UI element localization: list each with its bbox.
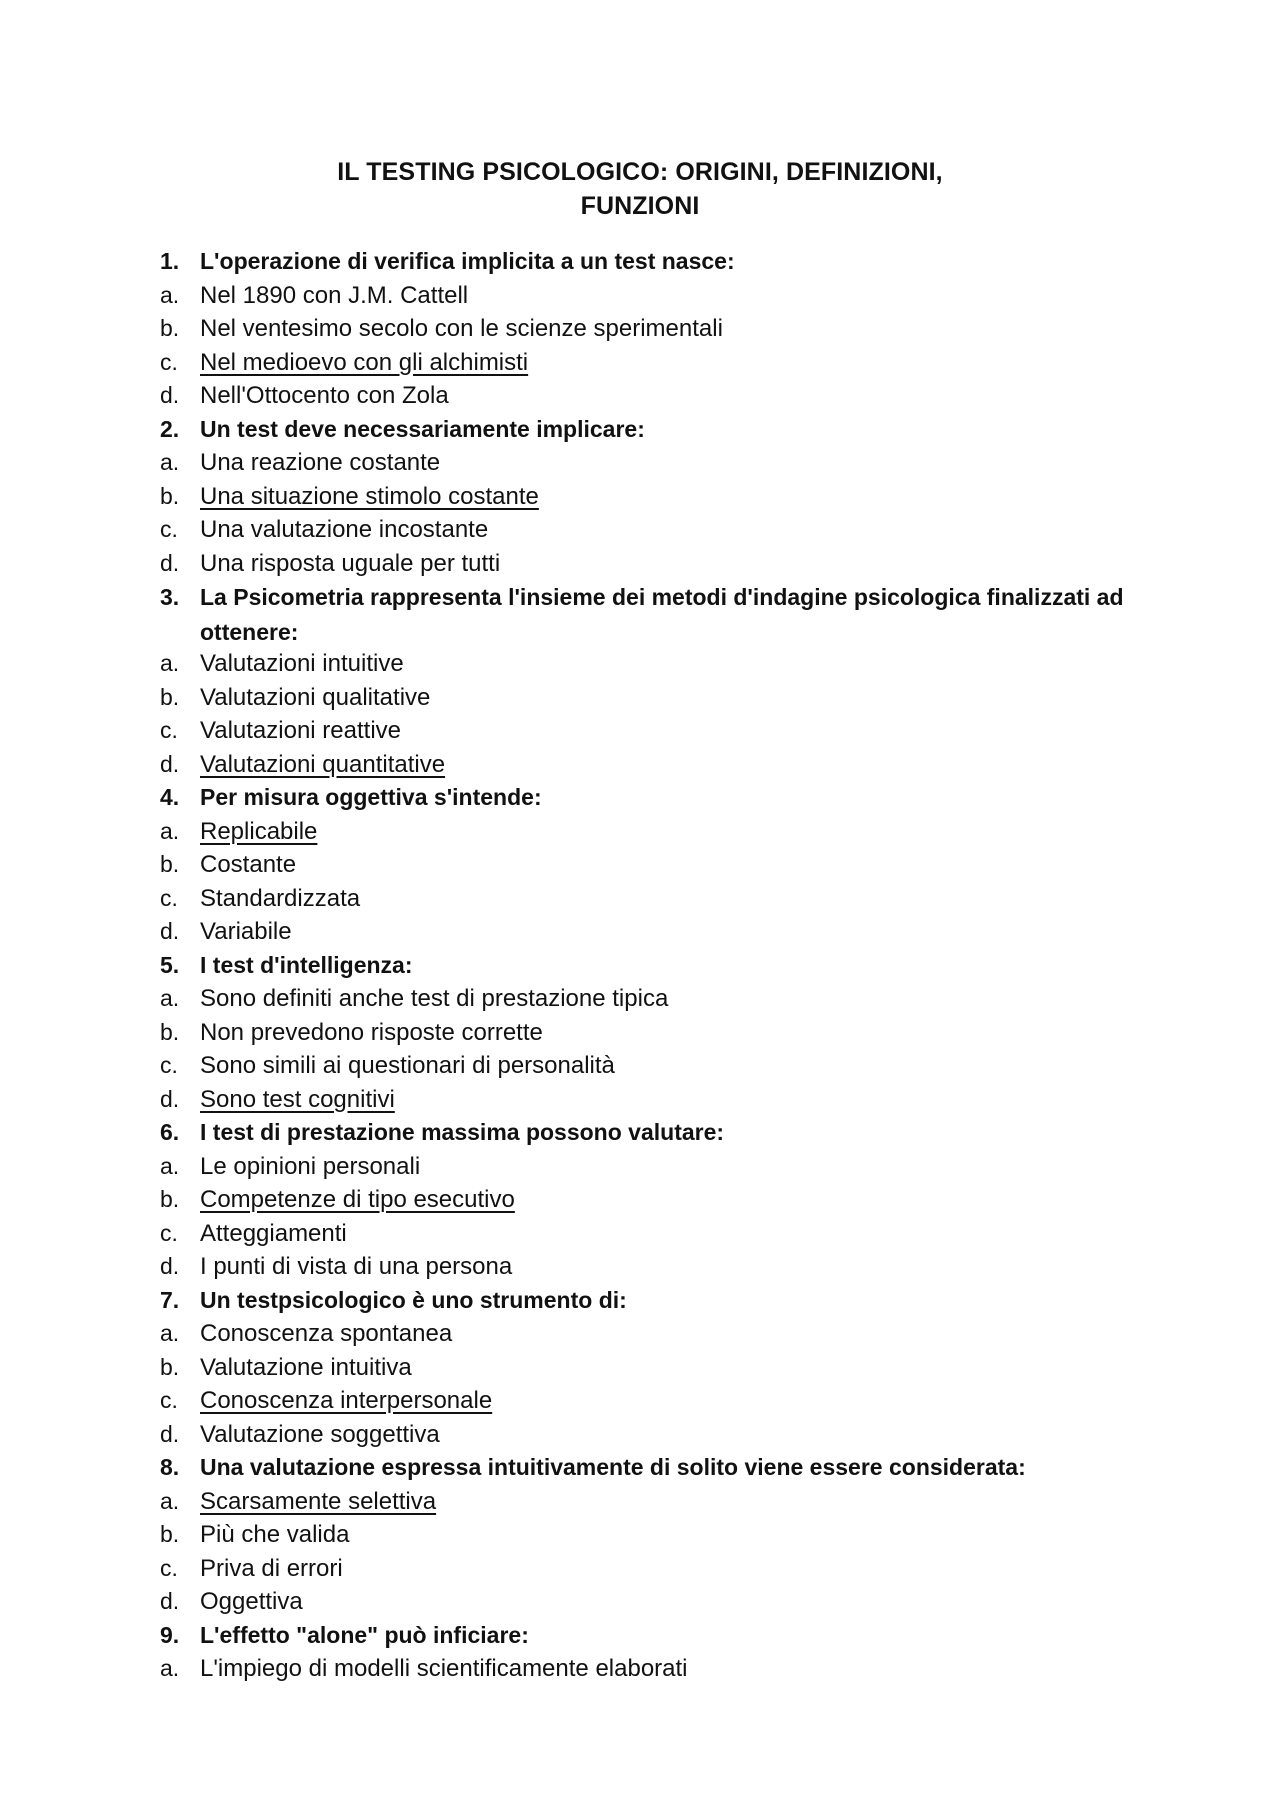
- option-letter: d.: [160, 382, 180, 408]
- option-letter: d.: [160, 549, 180, 576]
- option-letter: c.: [160, 516, 178, 542]
- question: [160, 1119, 1160, 1153]
- document-title-line2: FUNZIONI: [580, 192, 700, 220]
- answer-option: [160, 1521, 1160, 1555]
- answer-option: [160, 1421, 1160, 1455]
- option-text: Più che valida: [200, 1521, 350, 1548]
- option-letter: d.: [160, 918, 180, 944]
- answer-option: [160, 717, 1160, 751]
- option-letter: a.: [160, 817, 180, 844]
- option-text: Sono simili ai questionari di personalità: [200, 1052, 615, 1079]
- option-letter: b.: [160, 851, 180, 877]
- option-text: Atteggiamenti: [200, 1219, 347, 1247]
- question: [160, 416, 1160, 450]
- document-title-line1: IL TESTING PSICOLOGICO: ORIGINI, DEFINIZIONI,: [337, 158, 943, 186]
- question-number: 4.: [160, 784, 180, 810]
- option-letter: b.: [160, 315, 180, 341]
- option-letter: a.: [160, 449, 180, 475]
- option-letter: a.: [160, 1487, 180, 1514]
- option-text: Nel medioevo con gli alchimisti: [200, 348, 529, 376]
- answer-option: [160, 382, 1160, 416]
- answer-option: [160, 1220, 1160, 1254]
- question-list: [160, 248, 1160, 1689]
- option-letter: a.: [160, 281, 180, 308]
- answer-option-marked: [160, 1186, 1160, 1220]
- question: [160, 583, 1160, 650]
- option-text: Standardizzata: [200, 884, 361, 912]
- answer-option: [160, 1555, 1160, 1589]
- question-number: 5.: [160, 951, 180, 978]
- option-letter: b.: [160, 683, 180, 710]
- option-text: Sono test cognitivi: [200, 1085, 395, 1113]
- question-number: 6.: [160, 1119, 180, 1145]
- question-number: 2.: [160, 415, 180, 442]
- option-text: L'impiego di modelli scientificamente elaborati: [200, 1655, 688, 1682]
- answer-option: [160, 1253, 1160, 1287]
- answer-option: [160, 1320, 1160, 1354]
- answer-option: [160, 684, 1160, 718]
- question-text: I test d'intelligenza:: [200, 951, 413, 978]
- question-number: 3.: [160, 584, 180, 610]
- answer-option: [160, 650, 1160, 684]
- option-text: Una situazione stimolo costante: [200, 482, 539, 510]
- question-text: L'operazione di verifica implicita a un test nasce:: [200, 248, 735, 274]
- answer-option: [160, 1354, 1160, 1388]
- option-text: Valutazioni qualitative: [200, 683, 431, 711]
- option-letter: c.: [160, 1052, 178, 1078]
- answer-option: [160, 1019, 1160, 1053]
- question: [160, 784, 1160, 818]
- option-text: Nel ventesimo secolo con le scienze sperimentali: [200, 315, 723, 342]
- option-letter: a.: [160, 1152, 180, 1179]
- option-letter: c.: [160, 1219, 178, 1246]
- option-letter: c.: [160, 1387, 178, 1413]
- option-letter: c.: [160, 884, 178, 911]
- question-text: I test di prestazione massima possono valutare:: [200, 1119, 725, 1145]
- question-text: L'effetto "alone" può inficiare:: [200, 1621, 529, 1648]
- answer-option-marked: [160, 818, 1160, 852]
- option-text: Scarsamente selettiva: [200, 1487, 437, 1515]
- answer-option: [160, 918, 1160, 952]
- answer-option: [160, 1052, 1160, 1086]
- answer-option-marked: [160, 483, 1160, 517]
- option-letter: a.: [160, 1655, 180, 1681]
- option-text: Sono definiti anche test di prestazione tipica: [200, 985, 669, 1012]
- option-text: Valutazioni intuitive: [200, 650, 404, 677]
- answer-option: [160, 985, 1160, 1019]
- question: [160, 952, 1160, 986]
- option-letter: a.: [160, 1320, 180, 1346]
- option-text: Oggettiva: [200, 1588, 303, 1615]
- question-number: 7.: [160, 1286, 180, 1313]
- question-text: Una valutazione espressa intuitivamente di solito viene essere considerata:: [200, 1454, 1026, 1480]
- option-text: Replicabile: [200, 817, 318, 845]
- option-letter: d.: [160, 1253, 180, 1279]
- answer-option: [160, 1655, 1160, 1689]
- option-text: Valutazione intuitiva: [200, 1353, 412, 1381]
- option-text: Conoscenza spontanea: [200, 1320, 453, 1347]
- option-letter: a.: [160, 650, 180, 676]
- option-letter: d.: [160, 1588, 180, 1614]
- option-letter: b.: [160, 1018, 180, 1045]
- option-text: Valutazioni quantitative: [200, 750, 446, 778]
- option-text: Costante: [200, 851, 297, 878]
- answer-option-marked: [160, 1488, 1160, 1522]
- option-letter: a.: [160, 985, 180, 1011]
- answer-option: [160, 851, 1160, 885]
- answer-option: [160, 282, 1160, 316]
- option-text: Non prevedono risposte corrette: [200, 1018, 543, 1046]
- answer-option: [160, 1153, 1160, 1187]
- answer-option: [160, 550, 1160, 584]
- answer-option-marked: [160, 1387, 1160, 1421]
- option-text: Competenze di tipo esecutivo: [200, 1186, 515, 1213]
- option-text: Conoscenza interpersonale: [200, 1387, 493, 1414]
- question: [160, 1287, 1160, 1321]
- option-text: I punti di vista di una persona: [200, 1253, 513, 1280]
- option-text: Valutazioni reattive: [200, 717, 401, 744]
- option-letter: b.: [160, 482, 180, 509]
- answer-option: [160, 1588, 1160, 1622]
- question: [160, 1454, 1160, 1488]
- question-text: Un test deve necessariamente implicare:: [200, 415, 645, 442]
- answer-option: [160, 516, 1160, 550]
- question: [160, 248, 1160, 282]
- option-text: Le opinioni personali: [200, 1152, 421, 1180]
- option-text: Una valutazione incostante: [200, 516, 489, 543]
- answer-option: [160, 315, 1160, 349]
- answer-option-marked: [160, 751, 1160, 785]
- question: [160, 1622, 1160, 1656]
- option-text: Una reazione costante: [200, 449, 441, 476]
- option-letter: d.: [160, 1085, 180, 1112]
- question-number: 9.: [160, 1621, 180, 1648]
- answer-option: [160, 885, 1160, 919]
- option-text: Valutazione soggettiva: [200, 1420, 440, 1448]
- question-number: 1.: [160, 248, 180, 274]
- answer-option: [160, 449, 1160, 483]
- answer-option-marked: [160, 1086, 1160, 1120]
- option-text: Una risposta uguale per tutti: [200, 549, 501, 577]
- answer-option-marked: [160, 349, 1160, 383]
- question-text: Un testpsicologico è uno strumento di:: [200, 1286, 627, 1313]
- option-text: Priva di errori: [200, 1554, 343, 1582]
- option-letter: d.: [160, 1420, 180, 1447]
- option-letter: b.: [160, 1186, 180, 1212]
- option-text: Nel 1890 con J.M. Cattell: [200, 281, 469, 309]
- option-letter: c.: [160, 348, 178, 375]
- option-text: Variabile: [200, 918, 292, 945]
- option-letter: c.: [160, 1554, 178, 1581]
- option-letter: b.: [160, 1521, 180, 1547]
- option-letter: b.: [160, 1353, 180, 1380]
- option-letter: c.: [160, 717, 178, 743]
- question-text: La Psicometria rappresenta l'insieme dei metodi d'indagine psicologica finalizzati ad ottenere:: [200, 584, 1124, 645]
- option-letter: d.: [160, 750, 180, 777]
- question-number: 8.: [160, 1454, 180, 1480]
- option-text: Nell'Ottocento con Zola: [200, 382, 449, 409]
- question-text: Per misura oggettiva s'intende:: [200, 784, 542, 810]
